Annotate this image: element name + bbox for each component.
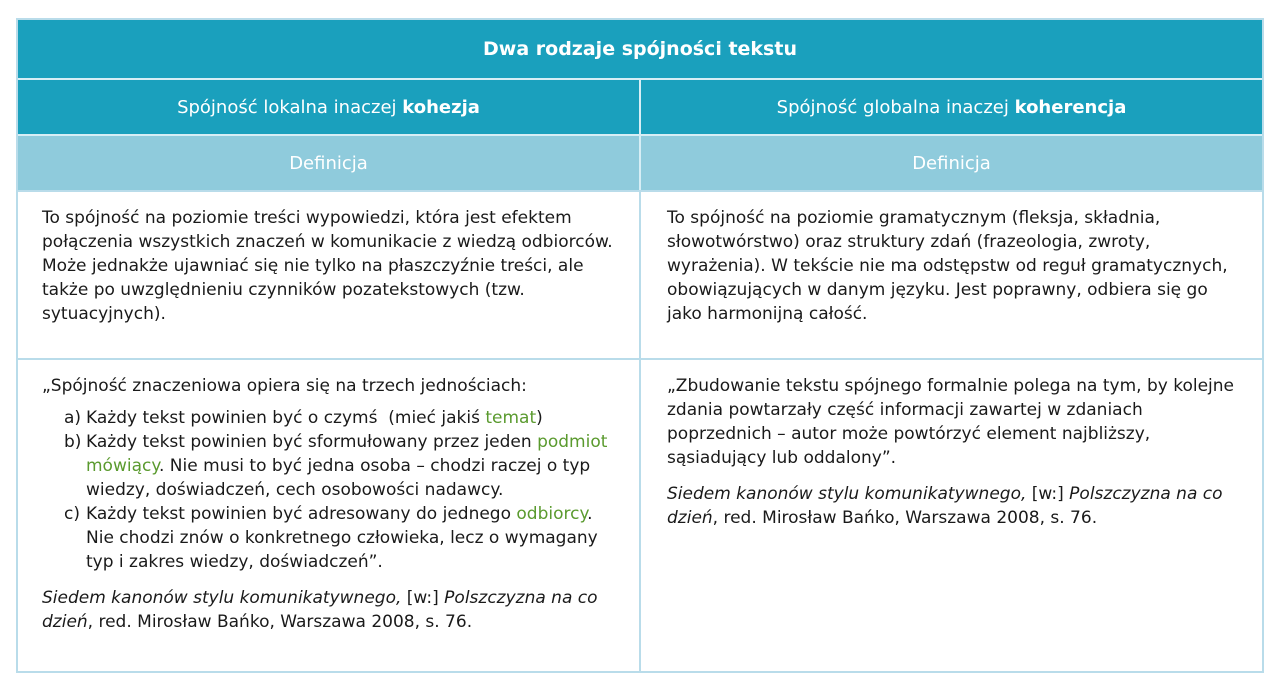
quote-source-left: Siedem kanonów stylu komunikatywnego, [w:] Polszczyzna na co dzień, red. Mirosław Bańko, Warszawa 2008, s. 76. <box>42 588 598 632</box>
quote-cell-left <box>18 358 641 673</box>
column-heading-kohezja <box>18 78 641 134</box>
definition-cell-left <box>18 190 641 358</box>
term-highlight: odbiorcy <box>516 504 588 524</box>
term-highlight: temat <box>485 408 537 428</box>
column-heading-koherencja <box>641 78 1262 134</box>
definitions-row <box>18 190 1262 358</box>
unity-list <box>42 406 613 574</box>
table-title: Dwa rodzaje spójności tekstu <box>18 20 1262 78</box>
list-marker: b) <box>64 432 82 452</box>
heading-term: koherencja <box>1014 96 1127 118</box>
list-item-text: Każdy tekst powinien być sformułowany przez jeden podmiot mówiący. Nie musi to być jedna osoba – chodzi raczej o typ wiedzy, doświadczeń, cech osobowości nadawcy. <box>86 432 608 500</box>
definition-text-right: To spójność na poziomie gramatycznym (fleksja, składnia, słowotwórstwo) oraz struktury zdań (frazeologia, zwroty, wyrażenia). W tekście nie ma odstępstw od reguł gramatycznych, obowiązujących w danym języku. Jest poprawny, odbiera się go jako harmonijną całość. <box>667 208 1228 324</box>
list-item <box>64 406 613 430</box>
list-marker: c) <box>64 504 80 524</box>
comparison-table <box>16 18 1264 673</box>
definition-label-row <box>18 134 1262 190</box>
definition-cell-right <box>641 190 1262 358</box>
list-item <box>64 430 613 502</box>
definition-label-left: Definicja <box>18 134 641 190</box>
list-item <box>64 502 613 574</box>
quote-text-right: „Zbudowanie tekstu spójnego formalnie polega na tym, by kolejne zdania powtarzały część informacji zawartej w zdaniach poprzednich – autor może powtórzyć element najbliższy, sąsiadujący lub oddalony”. <box>667 376 1235 468</box>
list-marker: a) <box>64 408 82 428</box>
heading-prefix: Spójność lokalna inaczej <box>177 96 403 118</box>
definition-label-right: Definicja <box>641 134 1262 190</box>
list-item-text: Każdy tekst powinien być o czymś (mieć jakiś temat) <box>86 408 543 428</box>
quote-cell-right <box>641 358 1262 673</box>
quote-source-right: Siedem kanonów stylu komunikatywnego, [w:] Polszczyzna na co dzień, red. Mirosław Bańko, Warszawa 2008, s. 76. <box>667 484 1223 528</box>
quote-intro: „Spójność znaczeniowa opiera się na trzech jednościach: <box>42 376 527 396</box>
heading-prefix: Spójność globalna inaczej <box>776 96 1015 118</box>
column-headings-row <box>18 78 1262 134</box>
list-item-text: Każdy tekst powinien być adresowany do jednego odbiorcy. Nie chodzi znów o konkretnego człowieka, lecz o wymagany typ i zakres wiedzy, doświadczeń”. <box>86 504 598 572</box>
heading-term: kohezja <box>402 96 480 118</box>
definition-text-left: To spójność na poziomie treści wypowiedzi, która jest efektem połączenia wszystkich znaczeń w komunikacie z wiedzą odbiorców. Może jednakże ujawniać się nie tylko na płaszczyźnie treści, ale także po uwzględnieniu czynników pozatekstowych (tzw. sytuacyjnych). <box>42 208 613 324</box>
quotes-row <box>18 358 1262 673</box>
term-highlight: podmiot mówiący <box>86 432 608 476</box>
